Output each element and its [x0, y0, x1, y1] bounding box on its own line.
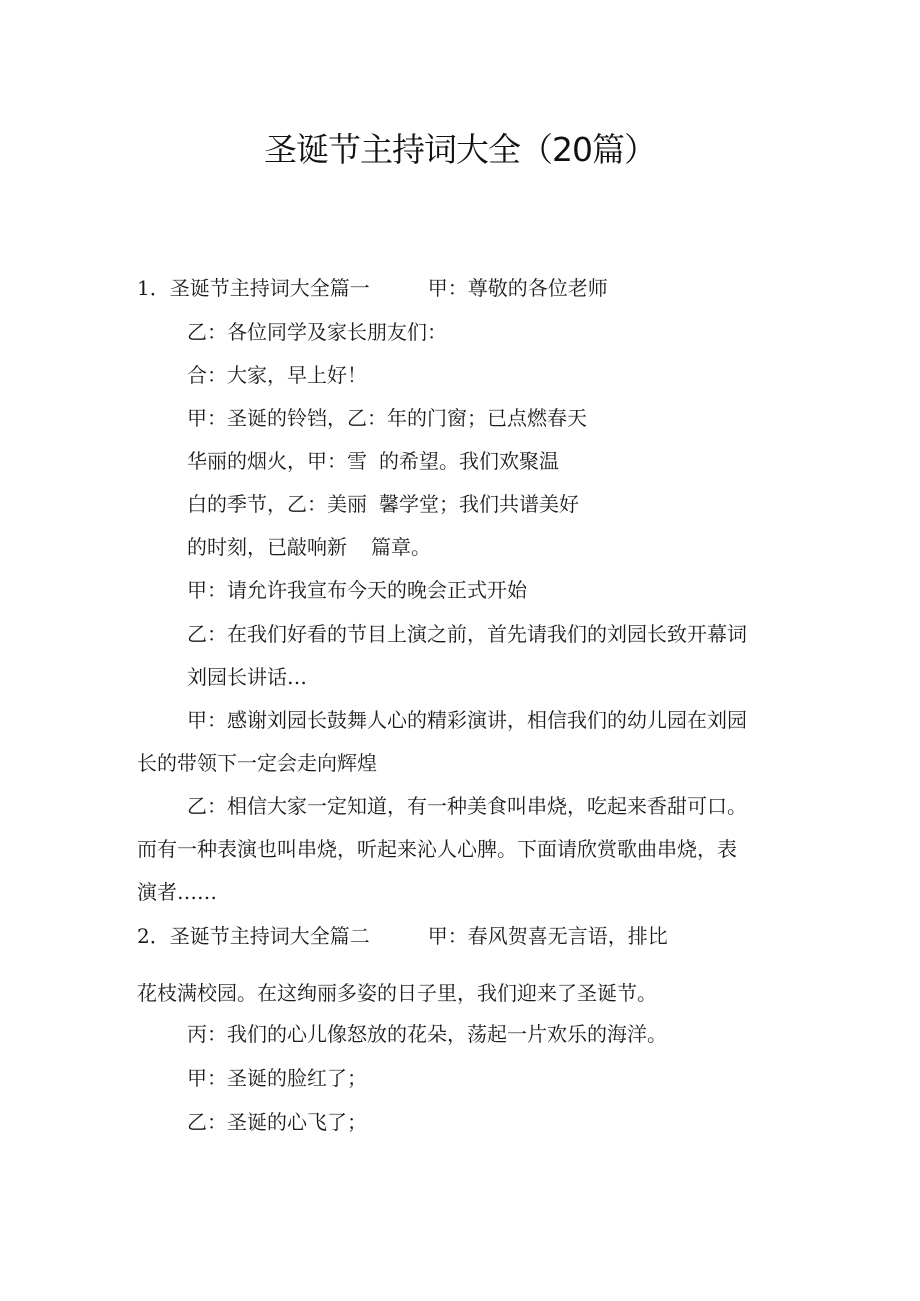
text-line-19: 甲：圣诞的脸红了； [187, 1066, 367, 1090]
section-heading-2: 2．圣诞节主持词大全篇二 [137, 924, 370, 948]
text-line-20: 乙：圣诞的心飞了； [187, 1110, 367, 1134]
text-line-4: 甲：圣诞的铃铛，乙：年的门窗；已点燃春天 [187, 406, 587, 430]
text-line-18: 丙：我们的心儿像怒放的花朵，荡起一片欢乐的海洋。 [187, 1022, 667, 1046]
text-line-5 [187, 449, 559, 473]
text-line-13: 乙：相信大家一定知道，有一种美食叫串烧，吃起来香甜可口。 [187, 794, 747, 818]
text-line-2: 乙：各位同学及家长朋友们： [187, 320, 447, 344]
text-line-10: 刘园长讲话… [187, 665, 307, 689]
text-line-6 [187, 492, 579, 516]
document-title: 圣诞节主持词大全（20篇） [264, 130, 656, 169]
text-line-14: 而有一种表演也叫串烧，听起来沁人心脾。下面请欣赏歌曲串烧，表 [137, 837, 737, 861]
text-line-6-right: 馨学堂；我们共谱美好 [379, 492, 579, 516]
text-line-16 [137, 924, 668, 948]
text-line-5-right: 的希望。我们欢聚温 [379, 449, 559, 473]
text-line-3: 合：大家，早上好！ [187, 363, 367, 387]
section-heading-1: 1．圣诞节主持词大全篇一 [137, 276, 370, 300]
text-line-16-right: 甲：春风贺喜无言语，排比 [427, 924, 668, 948]
text-line-1 [137, 276, 608, 300]
text-line-5-left: 华丽的烟火，甲：雪 [187, 449, 367, 473]
text-line-9: 乙：在我们好看的节目上演之前，首先请我们的刘园长致开幕词 [187, 622, 747, 646]
text-line-7 [187, 535, 431, 559]
text-line-1-right: 甲：尊敬的各位老师 [427, 276, 608, 300]
text-line-7-left: 的时刻，已敲响新 [187, 535, 347, 559]
text-line-12: 长的带领下一定会走向辉煌 [137, 751, 377, 775]
text-line-17: 花枝满校园。在这绚丽多姿的日子里，我们迎来了圣诞节。 [137, 981, 657, 1005]
text-line-8: 甲：请允许我宣布今天的晚会正式开始 [187, 578, 527, 602]
text-line-6-left: 白的季节，乙：美丽 [187, 492, 367, 516]
text-line-15: 演者…… [137, 880, 217, 904]
text-line-7-right: 篇章。 [371, 535, 431, 559]
text-line-11: 甲：感谢刘园长鼓舞人心的精彩演讲，相信我们的幼儿园在刘园 [187, 708, 747, 732]
